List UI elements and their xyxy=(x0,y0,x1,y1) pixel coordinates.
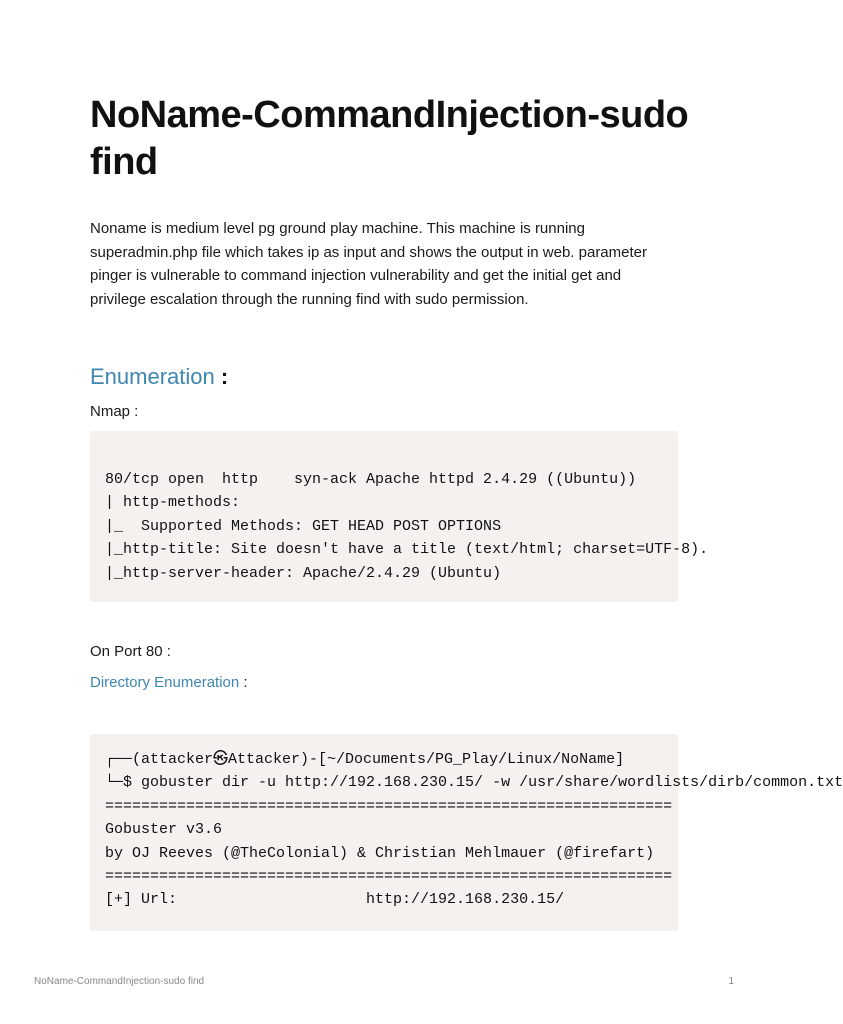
code-line: 80/tcp open http syn-ack Apache httpd 2.4.29 ((Ubuntu)) xyxy=(105,471,637,488)
intro-paragraph: Noname is medium level pg ground play machine. This machine is running superadmin.php file which takes ip as input and shows the output in web. parameter pinger is vulnerable to command injection vulnerability and get the initial get and privilege escalation through the running find with sudo permission. xyxy=(90,220,647,308)
enumeration-heading-text: Enumeration xyxy=(90,364,215,389)
code-line: =============================================================== xyxy=(105,797,673,815)
directory-enumeration-label xyxy=(90,672,248,694)
enumeration-heading xyxy=(90,362,228,392)
port80-label: On Port 80 : xyxy=(90,643,171,660)
nmap-code-block xyxy=(90,431,709,602)
code-line: |_http-title: Site doesn't have a title (text/html; charset=UTF-8). xyxy=(105,541,709,559)
code-line: ┌──(attacker㉿Attacker)-[~/Documents/PG_Play/Linux/NoName] xyxy=(105,751,625,768)
gobuster-code-block xyxy=(90,734,843,931)
code-line: | http-methods: xyxy=(105,494,241,512)
code-line: Gobuster v3.6 xyxy=(105,821,223,839)
code-line: by OJ Reeves (@TheColonial) & Christian Mehlmauer (@firefart) xyxy=(105,844,655,862)
code-line: |_http-server-header: Apache/2.4.29 (Ubuntu) xyxy=(105,564,502,582)
directory-enumeration-suffix: : xyxy=(239,674,248,691)
footer-page-number: 1 xyxy=(728,976,734,987)
code-line: [+] Url: http://192.168.230.15/ xyxy=(105,891,565,909)
enumeration-heading-colon: : xyxy=(214,364,229,389)
nmap-label: Nmap : xyxy=(90,403,139,420)
code-line: |_ Supported Methods: GET HEAD POST OPTIONS xyxy=(105,517,502,535)
page-title: NoName-CommandInjection-sudo find xyxy=(90,94,689,183)
code-line: └─$ gobuster dir -u http://192.168.230.15/ -w /usr/share/wordlists/dirb/common.txt xyxy=(105,774,843,792)
footer-document-name: NoName-CommandInjection-sudo find xyxy=(34,976,205,987)
directory-enumeration-link[interactable]: Directory Enumeration xyxy=(90,674,240,691)
code-line: =============================================================== xyxy=(105,868,673,886)
